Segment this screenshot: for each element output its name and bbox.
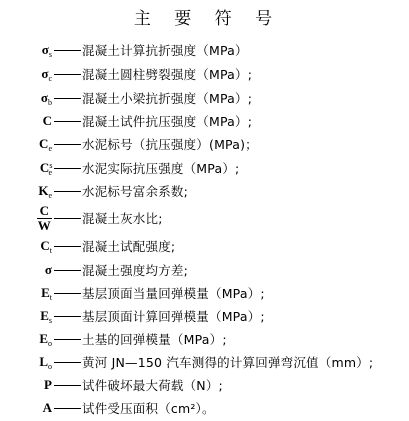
symbol-row [0,40,248,60]
symbol-row [0,283,265,303]
symbol [0,285,52,302]
symbol-base: K [38,182,49,198]
symbol-description: 土基的回弹模量（MPa）; [82,332,227,347]
symbol-description: 混凝土计算抗折强度（MPa） [82,43,248,58]
em-dash-separator [54,74,81,75]
symbol [0,183,52,200]
em-dash-separator [54,316,81,317]
symbol-base: E [41,284,50,300]
em-dash-separator [54,408,81,409]
symbol-description: 混凝土小梁抗折强度（MPa）; [82,91,253,106]
symbol [0,90,52,107]
symbol-subscript: o [48,338,52,348]
symbol-subscript: t [49,245,52,255]
symbol-description: 试件受压面积（cm²）。 [82,401,215,416]
symbol-base: C [39,159,50,175]
symbol-row [0,181,188,201]
symbol-row [0,260,188,280]
symbol [0,354,52,371]
em-dash-separator [54,362,81,363]
symbol-description: 混凝土试配强度; [82,239,176,254]
em-dash-separator [54,293,81,294]
symbol-subscript: t [49,292,52,302]
symbol [0,377,52,393]
fraction-denominator: W [37,217,51,233]
symbol [0,66,52,83]
symbol-subscript: e [48,190,52,200]
symbol-subscript: e [48,167,52,177]
symbol-base: C [40,237,50,253]
symbol-row [0,201,163,235]
symbol-base: C [39,135,49,151]
symbol-base: L [39,353,48,369]
symbol-row [0,375,223,395]
symbol-subscript: e [48,143,52,153]
symbol-description: 基层顶面当量回弹模量（MPa）; [82,286,265,301]
symbol-row [0,111,252,131]
symbol-base: σ [44,262,52,277]
em-dash-separator [54,218,81,219]
symbol-row [0,306,265,326]
em-dash-separator [54,270,81,271]
symbol-row [0,236,175,256]
em-dash-separator [54,246,81,247]
symbol-row [0,158,239,178]
symbol-base: σ [41,65,49,81]
symbol-description: 水泥实际抗压强度（MPa）; [82,161,240,176]
symbol-base: A [42,400,52,415]
symbol-subscript: c [48,73,52,83]
em-dash-separator [54,168,81,169]
symbol-base: E [40,307,49,323]
symbol-description: 混凝土灰水比; [82,211,163,226]
symbol-description: 水泥标号富余系数; [82,184,189,199]
page-title: 主 要 符 号 [133,9,282,29]
symbol [0,308,52,325]
symbol-base: σ [41,41,49,57]
symbol-subscript: s [48,49,52,59]
fraction-numerator: C [37,204,52,219]
symbol-description: 水泥标号（抗压强度）(MPa)； [82,137,258,152]
em-dash-separator [54,144,81,145]
symbol [0,262,52,278]
symbol [0,160,52,177]
symbol-base: σ [40,89,48,105]
symbol-description: 混凝土强度均方差; [82,263,189,278]
symbol [0,136,52,153]
em-dash-separator [54,385,81,386]
em-dash-separator [54,121,81,122]
em-dash-separator [54,191,81,192]
em-dash-separator [54,50,81,51]
symbol-base: C [42,113,52,128]
symbol-base: P [44,377,52,392]
symbol-description: 黄河 JN—150 汽车测得的计算回弹弯沉值（mm）; [82,355,374,370]
fraction [37,204,52,233]
symbol-description: 混凝土试件抗压强度（MPa）; [82,114,253,129]
symbol-subscript: b [48,97,52,107]
symbol-base: E [39,330,48,346]
symbol [0,331,52,348]
symbol-row [0,329,227,349]
symbol [0,42,52,59]
symbol-description: 基层顶面计算回弹模量（MPa）; [82,309,265,324]
symbol-subscript: o [48,361,52,371]
symbol-row [0,398,215,418]
em-dash-separator [54,98,81,99]
symbol [0,400,52,416]
symbol [0,238,52,255]
symbol-description: 试件破坏最大荷载（N）; [82,378,223,393]
symbol-row [0,134,258,154]
symbol-row [0,64,252,84]
symbol-fraction [0,204,52,233]
symbol-subscript: s [48,315,52,325]
symbol-row [0,88,252,108]
symbol-superscript: s [49,160,53,170]
symbol-description: 混凝土圆柱劈裂强度（MPa）; [82,67,253,82]
symbol-row [0,352,373,372]
em-dash-separator [54,339,81,340]
symbol [0,113,52,129]
